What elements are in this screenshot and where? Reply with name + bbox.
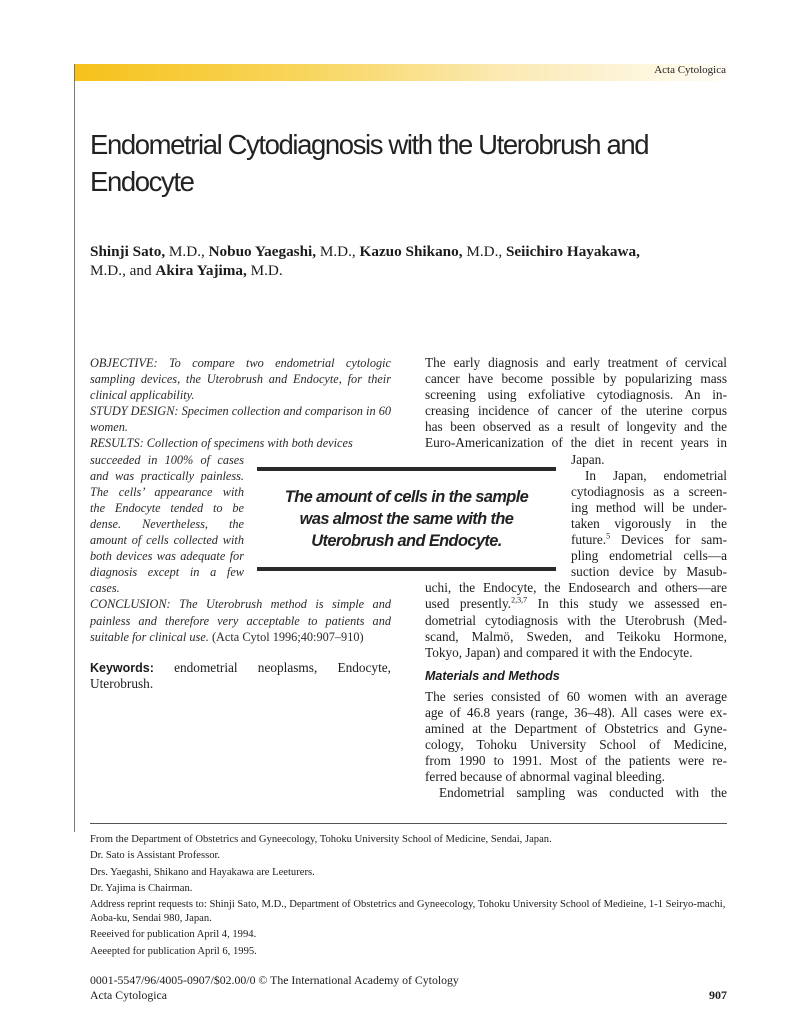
- footnote-affiliation: From the Department of Obstetrics and Gyneecology, Tohoku University School of Medicine, Sendai, Japan.: [90, 834, 552, 845]
- body-line: uchi, the Endocyte, the Endosearch and others—are: [425, 580, 727, 596]
- author-list: [90, 242, 730, 280]
- body-line: [425, 596, 727, 612]
- reference-superscript: 5: [606, 531, 611, 541]
- author-degree: M.D.: [246, 262, 283, 279]
- body-line: pling endometrial cells—a: [571, 548, 727, 564]
- body-line: Euro-Americanization of the diet in recent years in: [425, 435, 727, 451]
- abstract-line: and was practically painless.: [90, 468, 244, 483]
- body-line: ing method will be under-: [571, 499, 727, 515]
- pull-quote-text: The amount of cells in the sample was almost the same with the Uterobrush and Endocyte.: [284, 488, 529, 550]
- author-degree: M.D.,: [90, 262, 130, 279]
- keywords: [90, 660, 391, 692]
- body-line: Endometrial sampling was conducted with the: [439, 785, 727, 801]
- body-line: The early diagnosis and early treatment of cervical: [425, 355, 727, 370]
- footnote-item: Drs. Yaegashi, Shikano and Hayakawa are Leeturers.: [90, 866, 315, 878]
- body-line: taken vigorously in the: [571, 515, 727, 531]
- body-line: cytodiagnosis as a screen-: [571, 483, 727, 499]
- body-line: dometrial cytodiagnosis with the Uterobrush (Med-: [425, 612, 727, 628]
- author-name: Nobuo Yaegashi,: [208, 243, 317, 260]
- footnote-rule: [90, 823, 727, 824]
- body-column: [425, 355, 727, 801]
- keywords-text: endometrial neoplasms, Endocyte, Uterobrush.: [90, 660, 391, 692]
- body-line-part: In this study we assessed en-: [537, 596, 728, 612]
- author-name: Shinji Sato,: [90, 243, 166, 260]
- body-line: The series consisted of 60 women with an average: [425, 688, 727, 704]
- body-line: has been observed as a result of longevity and the: [425, 419, 727, 435]
- body-line-part: Devices for sam-: [621, 532, 728, 548]
- author-name: Akira Yajima,: [155, 262, 247, 279]
- reference-superscript: 2,3,7: [511, 595, 528, 605]
- keywords-label: Keywords:: [90, 661, 154, 675]
- body-line: suction device by Masub-: [571, 564, 727, 580]
- abstract-line: The cells’ appearance with: [90, 484, 244, 499]
- abstract-study-design: STUDY DESIGN: Specimen collection and comparison in 60 women.: [90, 404, 391, 435]
- body-line: screening using exfoliative cytodiagnosis. An in-: [425, 387, 727, 403]
- abstract-conclusion-text: CONCLUSION: The Uterobrush method is simple and painless and therefore very acceptable to patients and suitable for clinical use.: [90, 597, 391, 644]
- article-title: Endometrial Cytodiagnosis with the Uterobrush and Endocyte: [90, 129, 649, 197]
- author-conjunction: and: [129, 262, 156, 279]
- body-line-part: used presently.: [425, 596, 512, 612]
- author-degree: M.D.,: [462, 243, 506, 260]
- body-line: from 1990 to 1991. Most of the patients were re-: [425, 753, 727, 769]
- body-line: In Japan, endometrial: [585, 467, 727, 483]
- body-line: scand, Malmö, Sweden, and Teikoku Hormone,: [425, 628, 727, 644]
- abstract-results: RESULTS: Collection of specimens with both devices: [90, 436, 353, 451]
- abstract-results-wrap: [90, 452, 244, 597]
- body-line: age of 46.8 years (range, 36–48). All cases were ex-: [425, 704, 727, 720]
- abstract-citation: (Acta Cytol 1996;40:907–910): [211, 629, 364, 644]
- abstract-line: succeeded in 100% of cases: [90, 452, 244, 467]
- section-heading: Materials and Methods: [425, 668, 560, 683]
- footnotes: [90, 833, 730, 961]
- footnote-item: Dr. Sato is Assistant Professor.: [90, 850, 221, 862]
- copyright-line: 0001-5547/96/4005-0907/$02.00/0 © The International Academy of Cytology: [90, 973, 459, 987]
- page-number: 907: [709, 988, 727, 1002]
- pull-quote: [257, 467, 556, 571]
- body-line: creasing incidence of cancer of the uterine corpus: [425, 403, 727, 419]
- body-line: [571, 532, 727, 548]
- body-line: Japan.: [571, 451, 605, 467]
- footnote-item: Dr. Yajima is Chairman.: [90, 882, 193, 894]
- abstract-line: amount of cells collected with: [90, 533, 244, 548]
- body-line: cology, Tohoku University School of Medicine,: [425, 737, 727, 753]
- body-line-part: future.: [571, 532, 607, 548]
- footnote-accepted: Aeeepted for publication April 6, 1995.: [90, 945, 257, 957]
- footer-journal: Acta Cytologica: [90, 988, 167, 1002]
- abstract-line: both devices was adequate for: [90, 549, 244, 564]
- author-name: Seiichiro Hayakawa,: [505, 243, 640, 260]
- footnote-reprint-address: Address reprint requests to: Shinji Sato, M.D., Department of Obstetrics and Gyneecology, Tohoku University School of Medieine, 1-1 Seiryo-machi, Aoba-ku, Sendai 980, Japan.: [90, 899, 726, 925]
- author-degree: M.D.,: [165, 243, 209, 260]
- body-line: ferred because of abnormal vaginal bleeding.: [425, 769, 665, 785]
- abstract-conclusion: [90, 596, 391, 644]
- abstract-line: dense. Nevertheless, the: [90, 516, 244, 531]
- abstract-line: the Endocyte tended to be: [90, 500, 244, 515]
- body-line: cancer have become possible by popularizing mass: [425, 371, 727, 387]
- body-line: amined at the Department of Obstetrics and Gyne-: [425, 720, 727, 736]
- author-name: Kazuo Shikano,: [359, 243, 463, 260]
- body-line: Tokyo, Japan) and compared it with the Endocyte.: [425, 644, 693, 660]
- running-header-journal: Acta Cytologica: [654, 64, 726, 76]
- abstract-line: diagnosis except in a few: [90, 565, 244, 580]
- author-degree: M.D.,: [316, 243, 360, 260]
- abstract-line: cases.: [90, 581, 120, 596]
- margin-rule: [74, 64, 75, 832]
- footnote-received: Reeeived for publication April 4, 1994.: [90, 929, 257, 941]
- abstract-objective: OBJECTIVE: To compare two endometrial cytologic sampling devices, the Uterobrush and Endocyte, for their clinical applicability.: [90, 356, 391, 403]
